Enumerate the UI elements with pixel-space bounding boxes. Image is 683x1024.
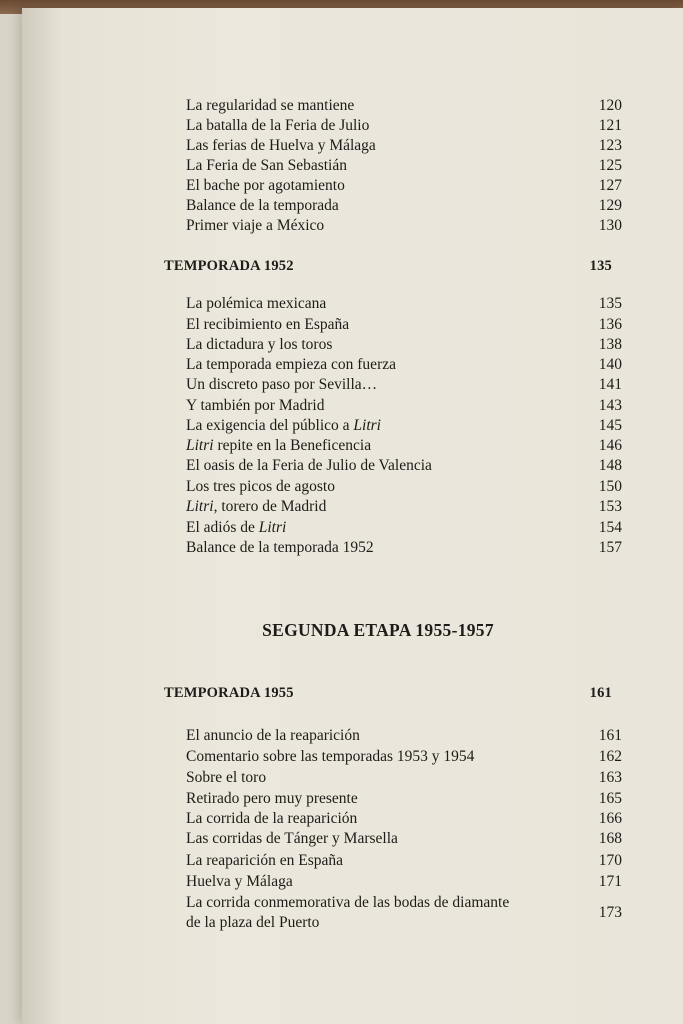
italic-name: Litri <box>186 437 214 454</box>
toc-entry-page: 168 <box>598 830 622 847</box>
toc-entry <box>186 335 622 355</box>
toc-entry-page: 146 <box>598 437 622 454</box>
toc-entry <box>186 497 622 517</box>
toc-entry <box>186 355 622 375</box>
toc-entry-page: 154 <box>598 519 622 536</box>
toc-entry <box>186 116 622 136</box>
toc-entry <box>186 136 622 156</box>
toc-entry-title: Primer viaje a México <box>186 217 325 234</box>
toc-entry-page: 166 <box>598 810 622 827</box>
toc-entry-title: La reaparición en España <box>186 852 344 869</box>
toc-entry-title: Litri, torero de Madrid <box>186 498 327 515</box>
toc-entry-page: 129 <box>598 197 622 214</box>
toc-entry-page: 120 <box>598 97 622 114</box>
italic-name: Litri <box>258 519 287 536</box>
toc-entry-title: La corrida conmemorativa de las bodas de diamante <box>186 894 510 911</box>
toc-entry-title: El adiós de Litri <box>186 519 287 536</box>
toc-entry-page: 121 <box>598 117 622 134</box>
toc-entry <box>186 315 622 335</box>
toc-entry-title: La regularidad se mantiene <box>186 97 355 114</box>
toc-entry-page: 138 <box>598 336 622 353</box>
toc-entry-title: Los tres picos de agosto <box>186 478 335 495</box>
toc-entry <box>186 156 622 176</box>
toc-entry <box>186 436 622 456</box>
toc-entry <box>186 538 622 558</box>
italic-name: Litri <box>353 417 381 434</box>
toc-entry-title: Las ferias de Huelva y Málaga <box>186 137 376 154</box>
toc-entry-title: El anuncio de la reaparición <box>186 727 360 744</box>
toc-entry-page: 161 <box>598 727 622 744</box>
italic-name: Litri <box>186 498 214 515</box>
toc-entry <box>186 96 622 116</box>
toc-entry-title: Un discreto paso por Sevilla… <box>186 376 378 393</box>
toc-entry <box>186 809 622 829</box>
toc-entry-title: Balance de la temporada 1952 <box>186 539 374 556</box>
toc-entry <box>186 789 622 809</box>
toc-entry-page: 141 <box>598 376 622 393</box>
toc-entry <box>186 851 622 871</box>
toc-entry-page: 157 <box>598 539 622 556</box>
toc-entry-page: 145 <box>598 417 622 434</box>
toc-entry <box>186 829 622 849</box>
toc-entry-page: 162 <box>598 748 622 765</box>
toc-entry-page: 165 <box>598 790 622 807</box>
toc-entry-page: 148 <box>598 457 622 474</box>
toc-entry-title: La exigencia del público a Litri <box>186 417 381 434</box>
toc-entry <box>186 768 622 788</box>
toc-entry-page: 130 <box>598 217 622 234</box>
toc-entry-title: El oasis de la Feria de Julio de Valencia <box>186 457 432 474</box>
toc-entry-page: 125 <box>598 157 622 174</box>
part-heading <box>0 620 683 641</box>
toc-entry-page: 171 <box>598 873 622 890</box>
toc-entry <box>186 216 622 236</box>
toc-entry-title: Sobre el toro <box>186 769 267 786</box>
toc-entry-title-line2: de la plaza del Puerto <box>186 914 320 931</box>
toc-entry-page: 163 <box>598 769 622 786</box>
toc-entry-page: 136 <box>598 316 622 333</box>
toc-entry-page: 127 <box>598 177 622 194</box>
toc-entry-title: La dictadura y los toros <box>186 336 333 353</box>
toc-entry-page: 135 <box>598 295 622 312</box>
toc-entry-title: Litri repite en la Beneficencia <box>186 437 372 454</box>
toc-entry <box>186 456 622 476</box>
toc-entry-page: 140 <box>598 356 622 373</box>
toc-entry <box>186 726 622 746</box>
toc-section-heading <box>164 683 612 703</box>
toc-entry-page: 170 <box>598 852 622 869</box>
toc-entry-title: La corrida de la reaparición <box>186 810 358 827</box>
toc-entry <box>186 176 622 196</box>
toc-entry-title: El bache por agotamiento <box>186 177 345 194</box>
toc-entry-title: Balance de la temporada <box>186 197 339 214</box>
toc-entry <box>186 893 622 933</box>
toc-entry-title: El recibimiento en España <box>186 316 350 333</box>
toc-entry <box>186 396 622 416</box>
toc-entry <box>186 477 622 497</box>
section-title: TEMPORADA 1952 <box>164 258 294 274</box>
section-page: 135 <box>589 258 612 274</box>
toc-entry <box>186 747 622 767</box>
toc-entry-page: 143 <box>598 397 622 414</box>
toc-entry <box>186 518 622 538</box>
part-title: SEGUNDA ETAPA 1955-1957 <box>262 620 494 640</box>
toc-entry-title: La temporada empieza con fuerza <box>186 356 396 373</box>
toc-entry-title: Huelva y Málaga <box>186 873 293 890</box>
toc-entry-title: La batalla de la Feria de Julio <box>186 117 370 134</box>
toc-entry-title: La polémica mexicana <box>186 295 327 312</box>
toc-entry <box>186 416 622 436</box>
toc-section-heading <box>164 256 612 276</box>
toc-entry-title: La Feria de San Sebastián <box>186 157 347 174</box>
toc-entry <box>186 294 622 314</box>
toc-entry-title: Retirado pero muy presente <box>186 790 358 807</box>
toc-entry-title: Y también por Madrid <box>186 397 325 414</box>
toc-entry <box>186 196 622 216</box>
toc-entry-page: 150 <box>598 478 622 495</box>
toc-entry-page: 173 <box>598 904 622 921</box>
section-page: 161 <box>589 685 612 701</box>
toc-entry <box>186 872 622 892</box>
toc-entry-page: 123 <box>598 137 622 154</box>
section-title: TEMPORADA 1955 <box>164 685 294 701</box>
toc-entry-title: Comentario sobre las temporadas 1953 y 1954 <box>186 748 475 765</box>
toc-entry-title: Las corridas de Tánger y Marsella <box>186 830 398 847</box>
toc-entry <box>186 375 622 395</box>
toc-entry-page: 153 <box>598 498 622 515</box>
